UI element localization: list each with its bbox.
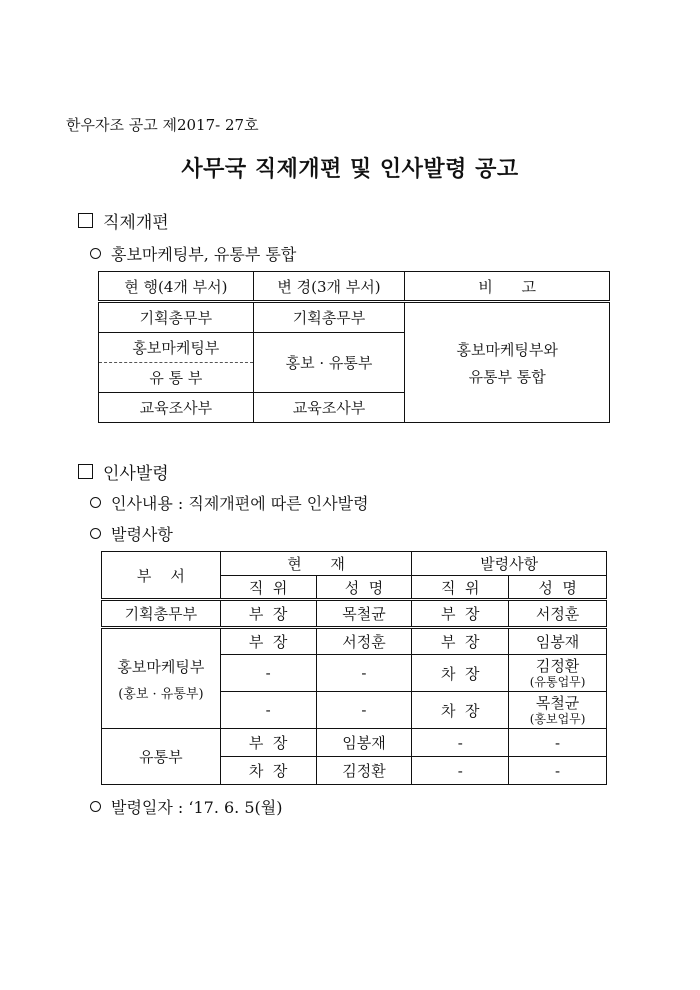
dept-distribution: 유통부: [102, 729, 221, 785]
circle-bullet-icon: [90, 497, 101, 508]
current-dept-4: 교육조사부: [99, 393, 254, 423]
cur-name: 김정환: [316, 757, 412, 785]
cur-pos: -: [220, 655, 316, 692]
section-heading-label: 직제개편: [103, 213, 169, 233]
cur-pos: -: [220, 692, 316, 729]
cur-name: 임봉재: [316, 729, 412, 757]
notice-number: 한우자조 공고 제2017- 27호: [66, 116, 259, 134]
cur-name: -: [316, 692, 412, 729]
new-pos: 부 장: [412, 628, 509, 655]
new-note: (유통업무): [529, 674, 586, 689]
cur-name: -: [316, 655, 412, 692]
new-name-cell: [509, 655, 607, 692]
new-name-cell: [509, 692, 607, 729]
circle-bullet-icon: [90, 528, 101, 539]
bullet-items: [90, 522, 173, 545]
header-new: 발령사항: [412, 552, 607, 576]
cur-pos: 부 장: [220, 600, 316, 628]
section-heading-personnel: [78, 459, 169, 484]
personnel-table: [101, 551, 607, 785]
bullet-date: [90, 795, 282, 818]
header-current: 현 재: [220, 552, 412, 576]
bullet-merge: [90, 242, 296, 265]
bullet-label: 홍보마케팅부, 유통부 통합: [111, 245, 297, 264]
current-dept-1: 기획총무부: [99, 302, 254, 333]
square-bullet-icon: [78, 213, 93, 228]
new-pos: 차 장: [412, 692, 509, 729]
remarks-line2: 유통부 통합: [468, 367, 546, 386]
header-cur-name: 성 명: [316, 576, 412, 600]
new-pos: -: [412, 729, 509, 757]
new-name: -: [509, 729, 607, 757]
section-heading-label: 인사발령: [103, 464, 169, 484]
square-bullet-icon: [78, 464, 93, 479]
new-name: 김정환: [535, 656, 580, 675]
new-note: (홍보업무): [529, 711, 586, 726]
header-changed: 변 경(3개 부서): [253, 272, 405, 302]
cur-name: 서정훈: [316, 628, 412, 655]
remarks-cell: [405, 302, 610, 423]
new-name: -: [509, 757, 607, 785]
header-current: 현 행(4개 부서): [99, 272, 254, 302]
cur-pos: 부 장: [220, 628, 316, 655]
changed-dept-1: 기획총무부: [253, 302, 405, 333]
changed-dept-3: 교육조사부: [253, 393, 405, 423]
cur-name: 목철균: [316, 600, 412, 628]
page-title: 사무국 직제개편 및 인사발령 공고: [181, 157, 519, 182]
section-heading-reorg: [78, 208, 169, 233]
bullet-label: 발령일자 : ‘17. 6. 5(월): [111, 798, 283, 817]
reorg-table: [98, 271, 610, 423]
new-name: 서정훈: [509, 600, 607, 628]
new-name: 임봉재: [509, 628, 607, 655]
header-new-pos: 직 위: [412, 576, 509, 600]
header-remarks: 비 고: [405, 272, 610, 302]
changed-dept-2: 홍보 · 유통부: [253, 333, 405, 393]
bullet-label: 발령사항: [111, 525, 173, 544]
bullet-content: [90, 491, 369, 514]
header-cur-pos: 직 위: [220, 576, 316, 600]
current-dept-3: 유 통 부: [99, 363, 254, 393]
bullet-label: 인사내용 : 직제개편에 따른 인사발령: [111, 494, 369, 513]
circle-bullet-icon: [90, 801, 101, 812]
circle-bullet-icon: [90, 248, 101, 259]
cur-pos: 부 장: [220, 729, 316, 757]
dept-marketing-line2: (홍보 · 유통부): [118, 686, 204, 702]
cur-pos: 차 장: [220, 757, 316, 785]
dept-marketing-line1: 홍보마케팅부: [117, 657, 205, 676]
dept-marketing: [102, 628, 221, 729]
new-pos: 차 장: [412, 655, 509, 692]
header-new-name: 성 명: [509, 576, 607, 600]
header-dept: 부 서: [102, 552, 221, 600]
new-pos: -: [412, 757, 509, 785]
current-dept-2: 홍보마케팅부: [99, 333, 254, 363]
new-name: 목철균: [535, 693, 580, 712]
new-pos: 부 장: [412, 600, 509, 628]
dept-planning: 기획총무부: [102, 600, 221, 628]
remarks-line1: 홍보마케팅부와: [456, 340, 558, 359]
